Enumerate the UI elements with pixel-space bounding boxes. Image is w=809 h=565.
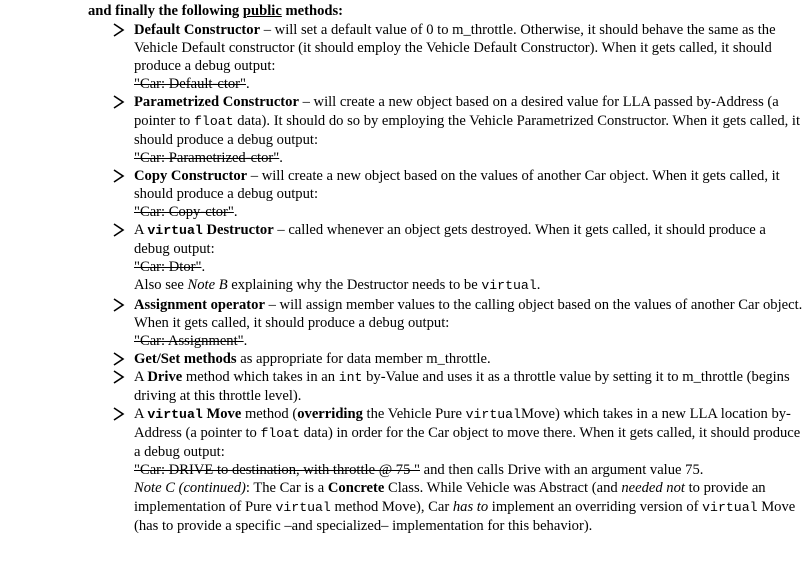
item-prefix: A [134,368,148,385]
item-title: Get/Set methods [134,350,237,367]
item-text: – will assign member values to the calling object based on the values of another Car object. When it gets called, it should produce a debug output: [134,296,803,331]
list-item-drive-method [88,368,804,405]
debug-string: "Car: Dtor" [134,259,202,276]
also-text: . [536,277,541,294]
arrow-bullet-icon [112,221,126,239]
debug-output [134,203,804,221]
item-text: data) in order for the Car object to move there. When it gets called, it should produce a debug output: [134,425,801,461]
item-title: Drive [147,368,183,385]
item-text: method ( [241,406,298,423]
code-int: int [338,369,363,385]
also-text: Also see [134,277,188,294]
note-text: Class. While Vehicle was Abstract (and [384,480,622,497]
item-text: – will create a new object based on the values of another Car object. When it gets called, it should produce a debug output: [134,167,780,202]
intro-underlined: public [242,3,282,19]
debug-end: . [246,76,250,93]
code-float: float [194,113,234,129]
code-virtual: virtual [465,407,521,423]
arrow-bullet-icon [112,368,126,386]
list-item-parametrized-constructor [88,93,804,166]
item-prefix: A [134,222,148,239]
arrow-bullet-icon [112,21,126,39]
methods-list [88,21,804,535]
list-item-virtual-destructor [88,221,804,295]
code-virtual: virtual [147,223,203,239]
note-text: implement an overriding version of [488,498,703,515]
note-c-paragraph [134,479,804,534]
intro-before: and finally the following [88,3,243,19]
intro-after: methods: [281,3,344,19]
debug-string: "Car: Parametrized-ctor" [134,149,280,166]
note-text: : The Car is a [245,480,328,497]
debug-output [134,75,804,93]
debug-string: "Car: DRIVE to destination, with throttle @ 75 " [134,462,420,479]
intro-heading [88,2,804,20]
item-text: as appropriate for data member m_throttle. [236,350,491,367]
item-text: data). It should do so by employing the Vehicle Parametrized Constructor. When it gets called, it should produce a debug output: [134,112,801,148]
arrow-bullet-icon [112,167,126,185]
arrow-bullet-icon [112,405,126,423]
item-title: Default Constructor [134,22,261,39]
debug-end: . [279,149,283,166]
debug-string: "Car: Default-ctor" [134,76,246,93]
list-item-get-set-methods [88,350,804,368]
note-text: Move (has to provide a specific –and specialized– implementation for this behavior). [134,498,796,534]
item-text: method which takes in an [182,368,339,385]
bold-overriding: overriding [297,406,363,423]
debug-string: "Car: Assignment" [134,332,244,349]
bold-concrete: Concrete [327,480,385,497]
also-text: explaining why the Destructor needs to be [227,277,482,294]
item-title: Destructor [202,222,274,239]
debug-end: . [243,332,248,349]
debug-string: "Car: Copy-ctor" [134,204,234,221]
italic-has-to: has to [452,498,489,515]
code-virtual: virtual [147,407,203,423]
arrow-bullet-icon [112,296,126,314]
arrow-bullet-icon [112,93,126,111]
debug-output [134,149,804,167]
code-float: float [260,426,301,442]
debug-output [134,332,804,350]
item-prefix: A [134,406,148,423]
code-virtual: virtual [702,499,758,515]
debug-after: and then calls Drive with an argument value 75. [419,462,704,479]
item-title: Move [202,406,242,423]
document-body [88,2,804,535]
note-reference: Note B [187,277,228,294]
item-text: – will set a default value of 0 to m_throttle. Otherwise, it should behave the same as the Vehicle Default constructor (it should employ the Vehicle Default Constructor). When it gets called, it should produce a debug output: [134,22,776,75]
list-item-virtual-move-method [88,405,804,535]
debug-end: . [201,259,206,276]
debug-end: . [233,204,238,221]
list-item-copy-constructor [88,167,804,221]
item-text: – will create a new object based on a desired value for LLA passed by-Address (a pointer to [134,94,779,129]
debug-output [134,258,804,276]
note-text: method Move), Car [330,498,453,515]
debug-output [134,461,804,479]
code-virtual: virtual [275,499,331,515]
code-virtual: virtual [481,278,537,294]
item-title: Assignment operator [134,296,265,313]
note-text: to provide an implementation of Pure [134,480,766,515]
arrow-bullet-icon [112,350,126,368]
item-text: Move) which takes in a new LLA location by-Address (a pointer to [134,406,791,442]
item-title: Copy Constructor [134,167,248,184]
italic-needed-not: needed not [621,480,685,497]
also-see-note [134,276,804,295]
list-item-default-constructor [88,21,804,93]
item-text: the Vehicle Pure [362,406,466,423]
item-title: Parametrized Constructor [134,94,299,111]
list-item-assignment-operator [88,296,804,350]
item-text: – called whenever an object gets destroyed. When it gets called, it should produce a debug output: [134,222,766,258]
note-label: Note C (continued) [134,480,246,497]
item-text: by-Value and uses it as a throttle value by setting it to m_throttle (begins driving at this throttle level). [134,368,790,404]
